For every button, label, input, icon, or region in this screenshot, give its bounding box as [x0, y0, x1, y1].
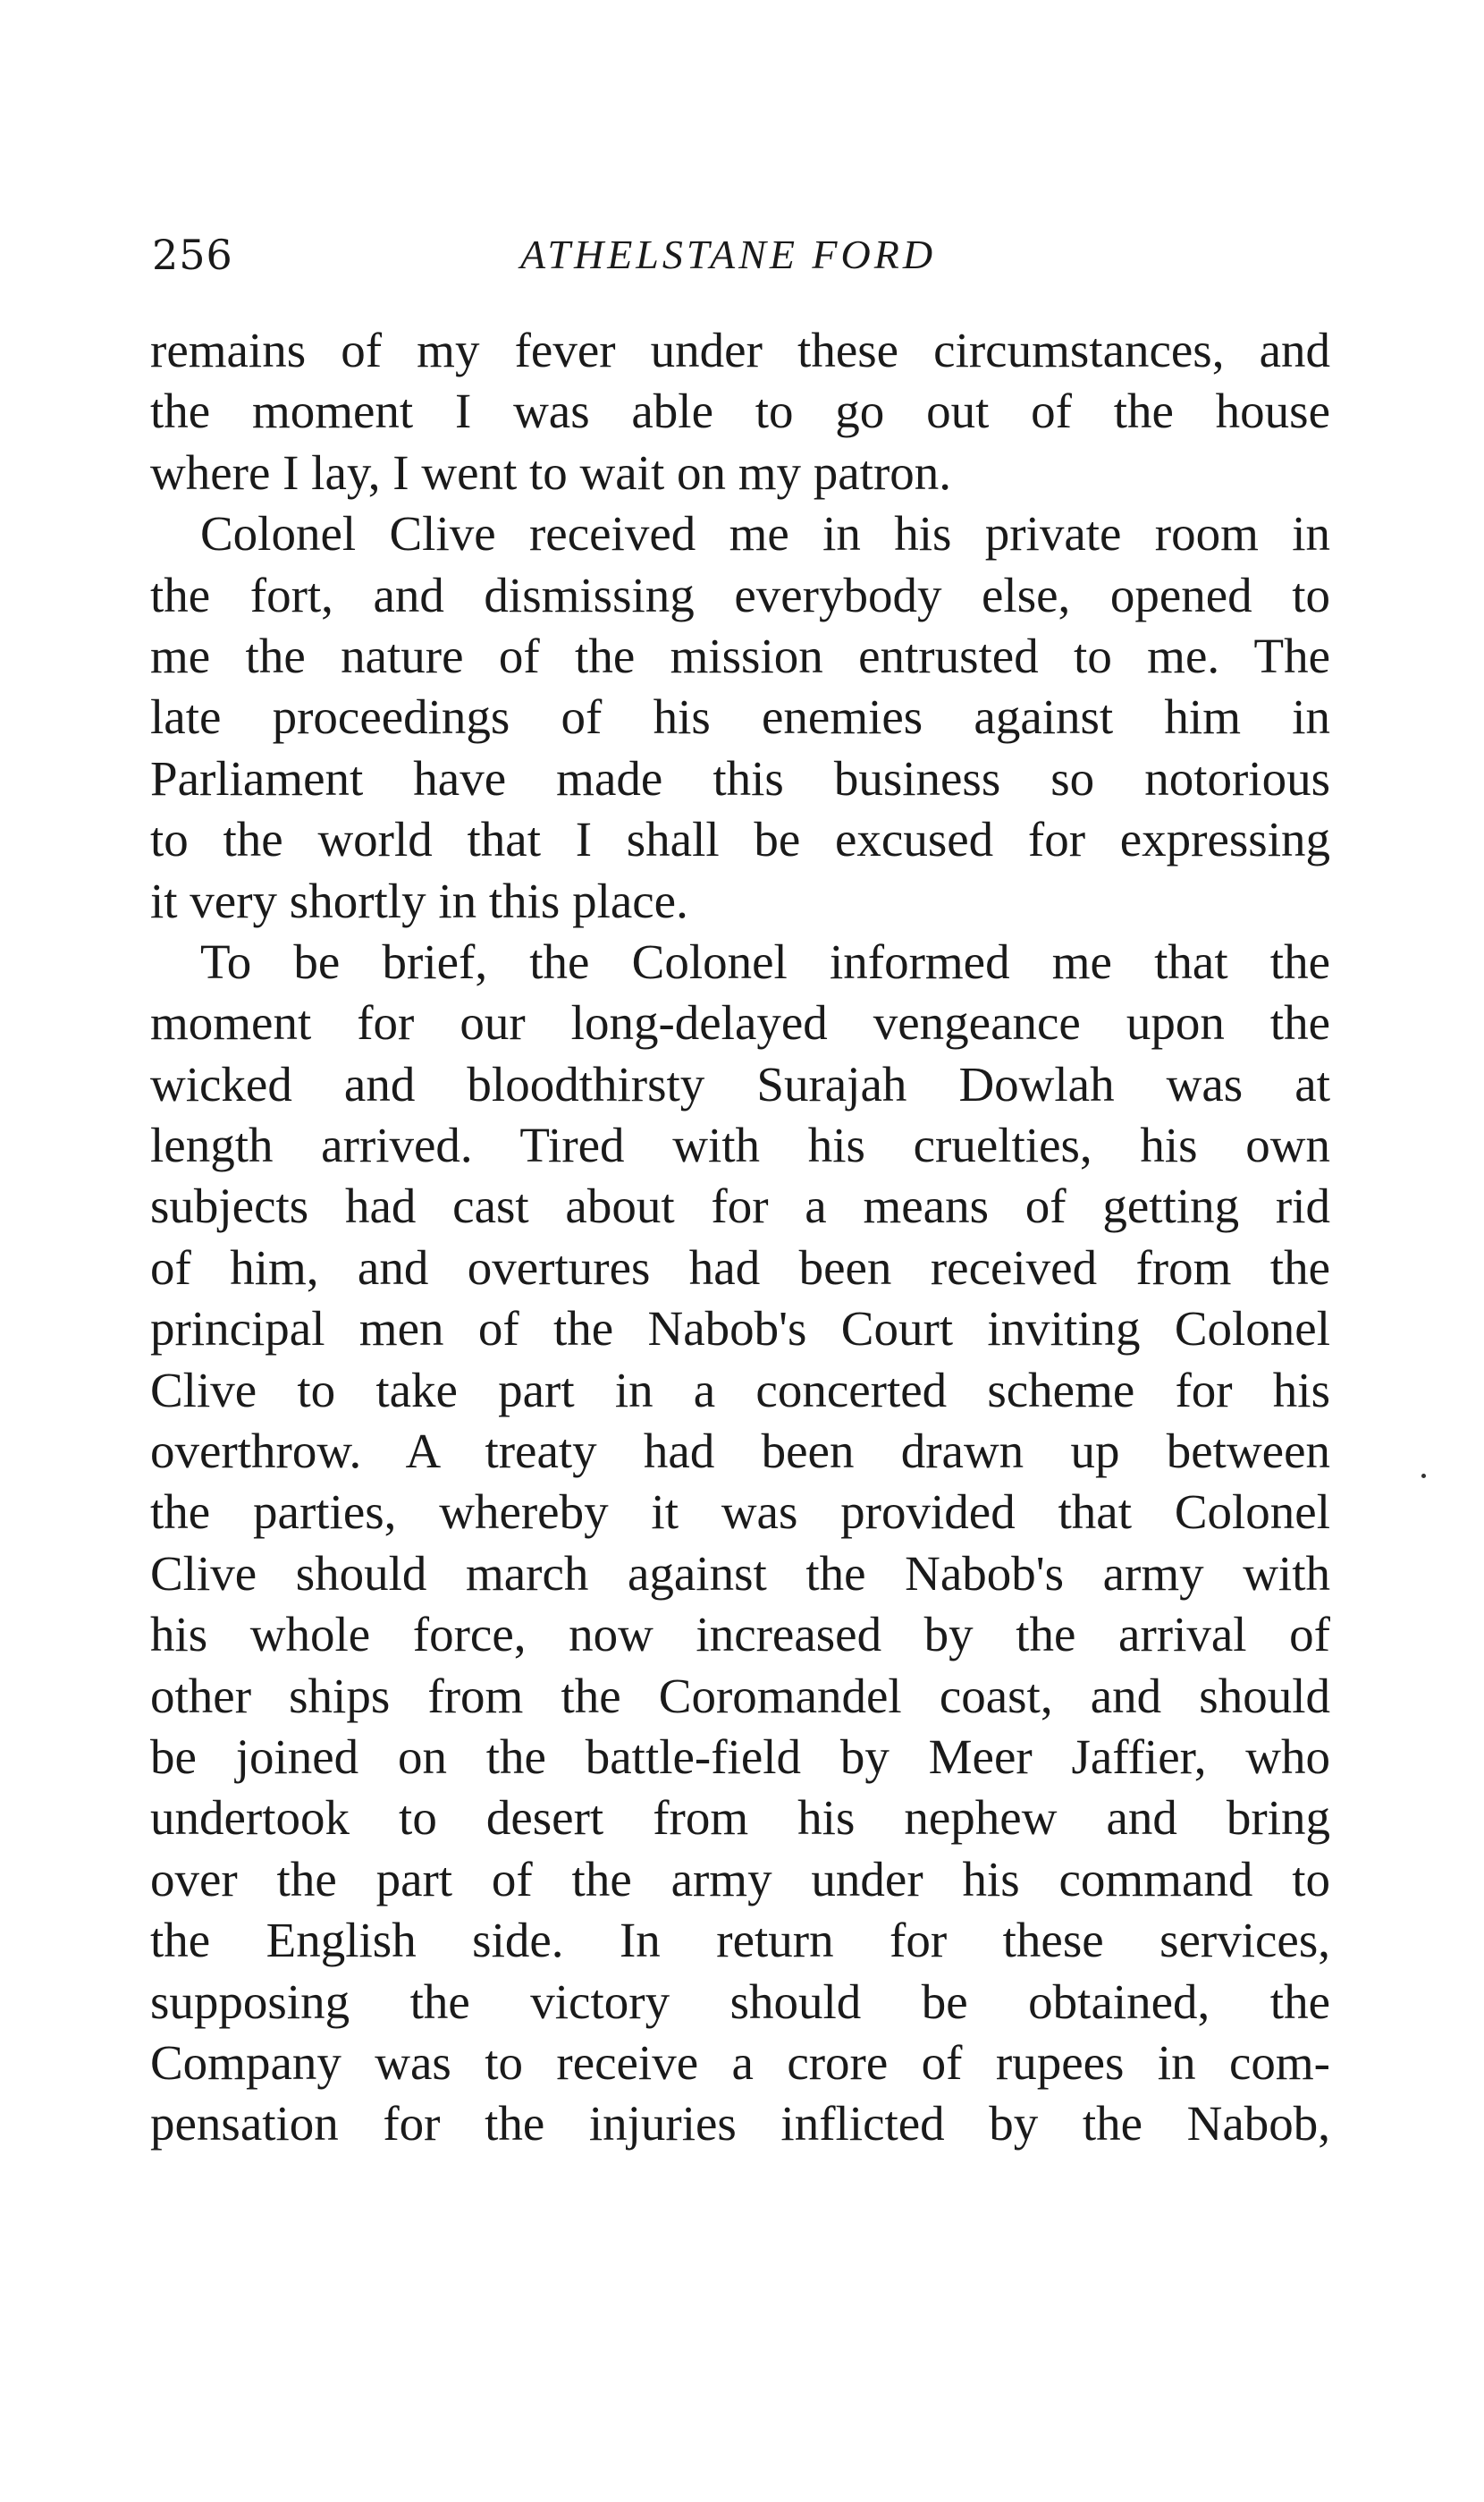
- page-header: [152, 231, 1330, 284]
- body-text: [150, 320, 1330, 2155]
- text-line: Clive to take part in a concerted scheme for his: [150, 1362, 1330, 1417]
- text-line: remains of my fever under these circumstances, and: [150, 323, 1330, 377]
- text-line: Colonel Clive received me in his private room in: [200, 506, 1330, 562]
- text-line: late proceedings of his enemies against him in: [150, 689, 1330, 745]
- text-line: where I lay, I went to wait on my patron.: [150, 444, 952, 500]
- text-line: the fort, and dismissing everybody else, opened to: [150, 567, 1330, 622]
- text-line: Company was to receive a crore of rupees in com-: [150, 2034, 1330, 2090]
- text-line: pensation for the injuries inflicted by the Nabob,: [150, 2096, 1330, 2151]
- text-line: length arrived. Tired with his cruelties, his own: [150, 1118, 1330, 1173]
- text-line: undertook to desert from his nephew and bring: [150, 1790, 1330, 1846]
- text-line: supposing the victory should be obtained, the: [150, 1974, 1330, 2029]
- text-line: To be brief, the Colonel informed me that the: [200, 934, 1330, 989]
- text-line: over the part of the army under his command to: [150, 1851, 1330, 1906]
- text-line: me the nature of the mission entrusted to me. The: [150, 628, 1330, 683]
- text-line: be joined on the battle-field by Meer Jaffier, who: [150, 1729, 1330, 1784]
- print-speck: [1421, 1474, 1426, 1478]
- text-line: the English side. In return for these services,: [150, 1913, 1330, 1968]
- text-line: principal men of the Nabob's Court inviting Colonel: [150, 1301, 1330, 1357]
- text-line: the parties, whereby it was provided that Colonel: [150, 1484, 1330, 1540]
- text-line: his whole force, now increased by the arrival of: [150, 1607, 1330, 1662]
- running-title: ATHELSTANE FORD: [520, 232, 937, 277]
- text-line: the moment I was able to go out of the house: [150, 384, 1330, 439]
- text-line: other ships from the Coromandel coast, and should: [150, 1668, 1330, 1723]
- text-line: overthrow. A treaty had been drawn up between: [150, 1424, 1330, 1479]
- text-line: to the world that I shall be excused for expressing: [150, 812, 1330, 867]
- text-line: it very shortly in this place.: [150, 873, 688, 928]
- text-line: of him, and overtures had been received from the: [150, 1239, 1330, 1295]
- text-line: Parliament have made this business so notorious: [150, 750, 1330, 806]
- text-line: moment for our long-delayed vengeance upon the: [150, 995, 1330, 1051]
- text-line: wicked and bloodthirsty Surajah Dowlah was at: [150, 1056, 1330, 1112]
- page-number: 256: [152, 231, 233, 279]
- text-line: Clive should march against the Nabob's army with: [150, 1545, 1330, 1601]
- text-line: subjects had cast about for a means of getting rid: [150, 1179, 1330, 1234]
